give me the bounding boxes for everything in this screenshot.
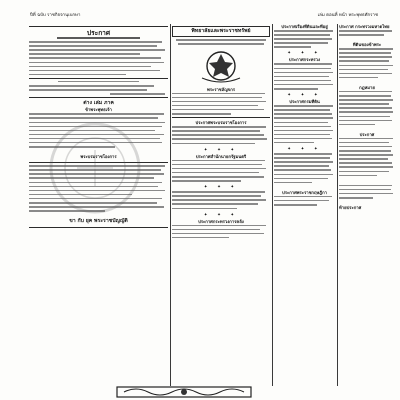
rule [29, 227, 168, 228]
text-line [339, 138, 393, 140]
text-line [172, 130, 260, 132]
text-line [274, 117, 333, 119]
rule [172, 117, 270, 118]
text-line [172, 160, 265, 162]
text-line [339, 77, 378, 79]
text-line [339, 73, 392, 75]
column-1-mid-heading: ข้าพระพุทธเจ้า [85, 107, 112, 113]
text-line [339, 124, 375, 126]
text-line [339, 166, 393, 168]
text-line [339, 150, 391, 152]
column-1-lower-heading: พระบรมราชโองการ [80, 154, 117, 160]
star-separator-icon: ✦ ✦ ✦ [287, 51, 322, 57]
text-line [339, 30, 392, 32]
text-line [274, 80, 331, 82]
text-line [274, 88, 318, 90]
text-line [172, 233, 264, 235]
text-line [172, 93, 265, 95]
column-1-bottom-heading: ขา กับ ยุค พระราชบัญญัติ [69, 218, 128, 225]
text-line [274, 68, 331, 70]
text-line [29, 202, 157, 204]
text-line [339, 111, 393, 113]
text-line [339, 120, 392, 122]
text-line [29, 210, 105, 212]
text-line [339, 142, 389, 144]
text-line [29, 130, 155, 132]
star-separator-icon: ✦ ✦ ✦ [287, 93, 322, 99]
column-2-title-box [172, 26, 270, 37]
column-rule [337, 24, 338, 386]
text-line [29, 134, 164, 136]
text-line [339, 56, 392, 58]
text-line [57, 37, 140, 39]
text-line [172, 237, 229, 239]
column-2-heading-3: ประกาศสำนักนายกรัฐมนตรี [195, 153, 247, 159]
header-right-text: เล่ม ตอนที่ หน้า พระพุทธศักราช [317, 12, 378, 18]
star-separator-icon: ✦ ✦ ✦ [203, 147, 239, 153]
column-2-title: พิทยาลัยและพระราชทรัพย์ [191, 28, 251, 34]
text-line [172, 180, 241, 182]
column-2 [172, 24, 270, 386]
text-line [29, 45, 157, 47]
column-rule [170, 24, 171, 386]
text-line [274, 42, 328, 44]
text-line [29, 173, 164, 175]
text-line [274, 165, 329, 167]
text-line [339, 193, 393, 195]
text-line [29, 41, 162, 43]
text-line [172, 191, 265, 193]
royal-seal-icon [198, 48, 244, 84]
text-line [172, 225, 266, 227]
column-3-heading-3: ประกาศกรมที่ดิน [289, 99, 320, 105]
rule [29, 78, 168, 79]
text-line [339, 95, 391, 97]
text-line [176, 39, 266, 41]
text-line [274, 30, 333, 32]
rule [29, 26, 168, 27]
text-line [339, 99, 393, 101]
text-line [274, 130, 333, 132]
column-1 [29, 24, 168, 386]
text-line [274, 204, 317, 206]
text-line [172, 195, 261, 197]
text-line [274, 34, 330, 36]
text-line [339, 60, 389, 62]
text-line [178, 43, 264, 45]
column-3-bottom-heading: ประกาศพระราชกฤษฎีกา [282, 189, 327, 195]
text-line [339, 116, 390, 118]
text-line [29, 122, 165, 124]
column-3-title: ประกาศเรื่องที่ดินและที่อยู่ [281, 24, 328, 29]
text-line [172, 105, 258, 107]
column-3 [274, 24, 335, 386]
seal-caption: พระราชลัญจกร [206, 86, 236, 92]
text-line [274, 200, 329, 202]
text-line [339, 52, 391, 54]
text-line [58, 81, 139, 83]
text-line [339, 158, 388, 160]
text-line [339, 91, 392, 93]
text-line [172, 143, 255, 145]
column-4-top-text: ประกาศ กระทรวงมหาดไทย [339, 24, 390, 29]
column-4 [339, 24, 395, 386]
text-line [172, 199, 266, 201]
text-line [339, 189, 391, 191]
text-line [274, 196, 332, 198]
text-line [172, 229, 260, 231]
text-line [339, 107, 392, 109]
text-line [29, 117, 158, 119]
text-line [29, 165, 165, 167]
text-line [110, 93, 166, 95]
text-line [29, 182, 162, 184]
page-header [30, 10, 378, 20]
text-line [172, 134, 264, 136]
text-line [172, 176, 264, 178]
column-4-heading-2: ที่ดินของข้าพระ [352, 42, 382, 48]
text-line [274, 169, 331, 171]
text-line [274, 105, 333, 107]
star-separator-icon: ✦ ✦ ✦ [203, 185, 239, 191]
column-4-heading-3: กฎหมาย [359, 84, 375, 90]
text-line [29, 169, 161, 171]
column-1-subtitle: ต่าง เล่ม ภาค [83, 100, 114, 107]
text-line [339, 34, 384, 36]
text-line [29, 85, 154, 87]
text-line [29, 206, 164, 208]
text-line [274, 113, 332, 115]
text-line [29, 194, 132, 196]
text-line [274, 178, 328, 180]
text-line [29, 70, 160, 72]
text-line [274, 76, 329, 78]
text-line [339, 185, 392, 187]
text-line [274, 134, 330, 136]
text-line [274, 122, 328, 124]
footer-ornament-icon [116, 386, 252, 398]
text-line [172, 113, 231, 115]
text-line [339, 65, 393, 67]
text-line [274, 174, 333, 176]
text-line [172, 168, 266, 170]
column-1-title: ประกาศ [86, 29, 111, 37]
text-line [274, 153, 332, 155]
text-line [274, 63, 332, 65]
header-left-text: ปีที่ ฉบับ ราชกิจจานุเบกษา [30, 12, 81, 18]
text-line [274, 182, 312, 184]
text-line [29, 186, 158, 188]
text-line [172, 101, 266, 103]
star-separator-icon: ✦ ✦ ✦ [287, 147, 322, 153]
rule [29, 162, 168, 163]
text-line [29, 74, 126, 76]
text-line [29, 142, 162, 144]
text-line [172, 138, 267, 140]
column-2-heading-4: ประกาศกระทรวงการคลัง [198, 218, 244, 224]
text-line [29, 190, 165, 192]
text-line [29, 138, 160, 140]
text-line [274, 109, 330, 111]
text-line [29, 146, 115, 148]
text-line [274, 84, 333, 86]
column-2-heading-2: ประกาศพระบรมราชโองการ [195, 120, 247, 126]
column-4-heading-4: ประกาศ [359, 131, 375, 137]
text-line [29, 198, 162, 200]
text-line [274, 161, 333, 163]
text-line [29, 62, 164, 64]
text-line [29, 113, 164, 115]
text-line [172, 164, 262, 166]
text-line [339, 103, 389, 105]
text-line [339, 197, 373, 199]
text-line [172, 97, 262, 99]
text-line [172, 208, 237, 210]
text-line [29, 57, 161, 59]
star-separator-icon: ✦ ✦ ✦ [203, 212, 239, 218]
text-line [29, 53, 140, 55]
text-line [29, 49, 165, 51]
text-line [274, 72, 333, 74]
column-3-heading-2: ประกาศกระทรวง [288, 57, 321, 63]
text-line [274, 157, 330, 159]
text-line [172, 109, 264, 111]
text-line [339, 154, 393, 156]
text-line [274, 126, 331, 128]
column-rule [272, 24, 273, 386]
text-line [339, 162, 392, 164]
text-line [339, 146, 392, 148]
text-line [339, 48, 393, 50]
text-line [172, 172, 259, 174]
text-line [339, 171, 389, 173]
text-line [274, 46, 311, 48]
rule [29, 97, 168, 98]
text-line [339, 175, 377, 177]
text-line [339, 69, 388, 71]
text-line [172, 203, 258, 205]
column-4-bottom-text: ท้ายประกาศ [339, 205, 362, 211]
text-line [29, 126, 162, 128]
text-line [274, 38, 332, 40]
text-line [274, 138, 332, 140]
text-line [29, 66, 151, 68]
text-line [172, 126, 266, 128]
text-line [274, 142, 314, 144]
text-line [29, 89, 147, 91]
text-line [29, 177, 154, 179]
